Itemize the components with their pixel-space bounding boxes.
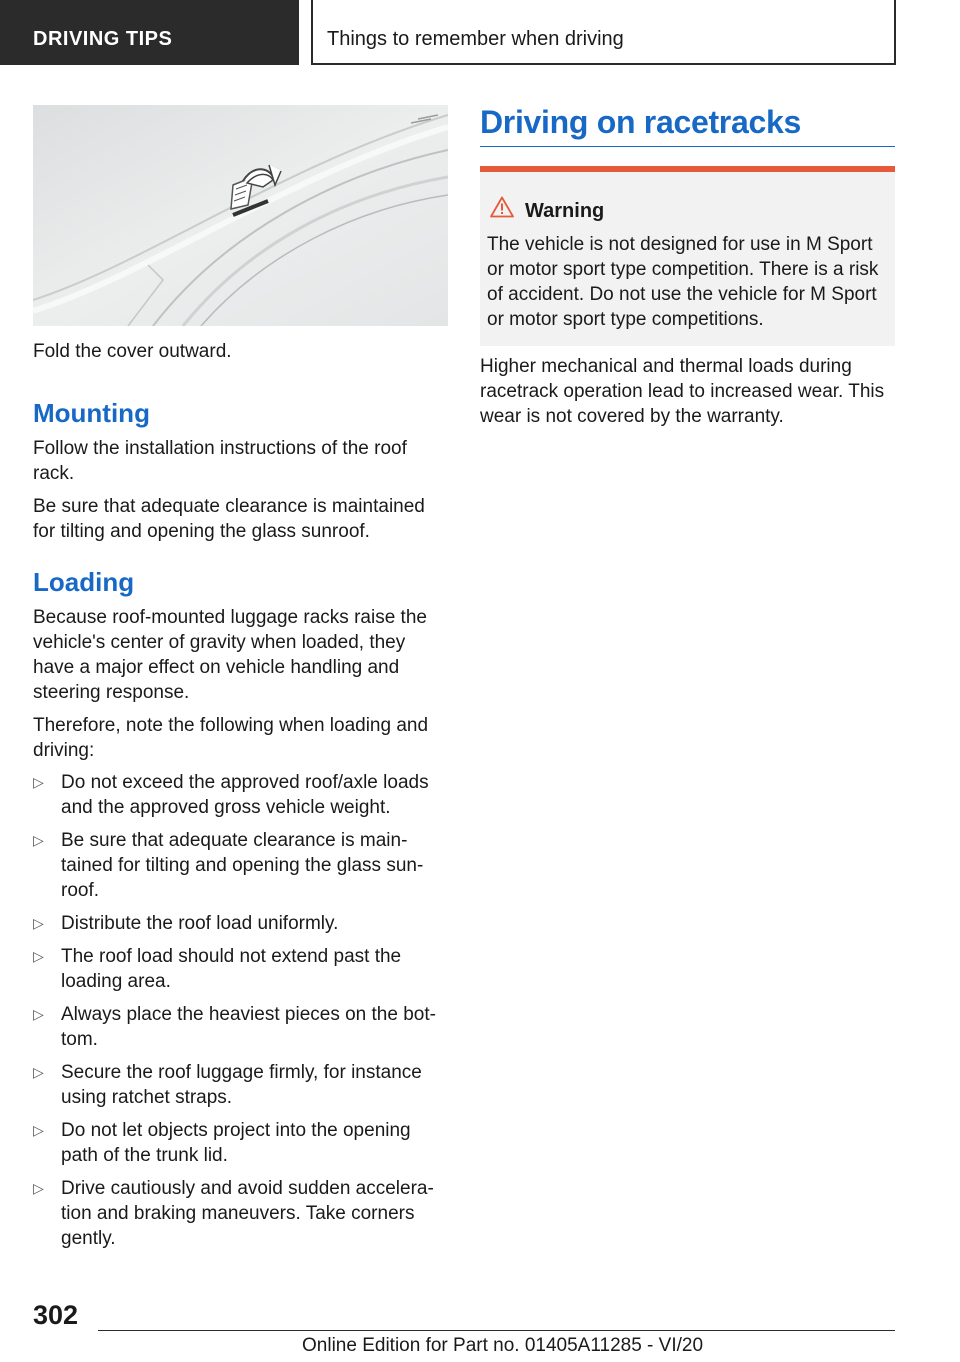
warning-title: Warning [525,200,605,222]
mounting-paragraph-1: Follow the installation instructions of the roof rack. [33,438,407,484]
heading-loading: Loading [33,567,135,597]
triangle-bullet-icon: ▷ [33,1064,44,1080]
roof-cover-illustration [33,105,448,326]
roof-illustration-svg [33,105,448,326]
list-item: ▷ The roof load should not extend past the loading area. [33,946,402,992]
list-item: ▷ Do not exceed the approved roof/axle loads and the approved gross vehicle weight. [33,772,429,818]
list-item: ▷ Secure the roof luggage firmly, for instance using ratchet straps. [33,1062,422,1108]
triangle-bullet-icon: ▷ [33,832,44,848]
list-item: ▷ Always place the heaviest pieces on the bottom. [33,1004,436,1050]
loading-paragraph-1: Because roof-mounted luggage racks raise the vehicle's center of gravity when loaded, they have a major effect on vehicle handling and steering response. [33,607,427,703]
header-section-tab [0,0,299,65]
header-section-label: DRIVING TIPS [33,28,173,50]
triangle-bullet-icon: ▷ [33,1006,44,1022]
triangle-bullet-icon: ▷ [33,774,44,790]
triangle-bullet-icon: ▷ [33,948,44,964]
figure-caption: Fold the cover outward. [33,341,232,362]
header-page-title-box [311,0,896,65]
loading-checklist [33,770,443,1259]
heading-underline [480,146,895,147]
triangle-bullet-icon: ▷ [33,1122,44,1138]
heading-driving-on-racetracks: Driving on racetracks [480,104,801,140]
warning-triangle-icon [490,196,514,218]
footer-rule [98,1330,895,1331]
triangle-bullet-icon: ▷ [33,1180,44,1196]
mounting-paragraph-2: Be sure that adequate clearance is maintained for tilting and opening the glass sunroof. [33,496,425,542]
list-item: ▷ Do not let objects project into the opening path of the trunk lid. [33,1120,411,1166]
triangle-bullet-icon: ▷ [33,915,44,931]
warning-box [480,166,895,346]
page-number: 302 [33,1300,79,1330]
footer-edition-text: Online Edition for Part no. 01405A11285 - VI/20 [302,1335,704,1356]
list-item: ▷ Be sure that adequate clearance is maintained for tilting and opening the glass sunroof. [33,830,424,901]
heading-mounting: Mounting [33,398,150,428]
loading-paragraph-2: Therefore, note the following when loading and driving: [33,715,429,761]
list-item: ▷ Distribute the roof load uniformly. [33,913,339,934]
header-page-title: Things to remember when driving [327,28,624,50]
warning-text: The vehicle is not designed for use in M Sport or motor sport type competition. There is a risk of accident. Do not use the vehicle for M Sport or motor sport type competitions. [487,234,879,330]
racetracks-paragraph: Higher mechanical and thermal loads during racetrack operation lead to increased wear. This wear is not covered by the warranty. [480,356,885,427]
list-item: ▷ Drive cautiously and avoid sudden acceleration and braking maneuvers. Take corners gently. [33,1178,434,1249]
